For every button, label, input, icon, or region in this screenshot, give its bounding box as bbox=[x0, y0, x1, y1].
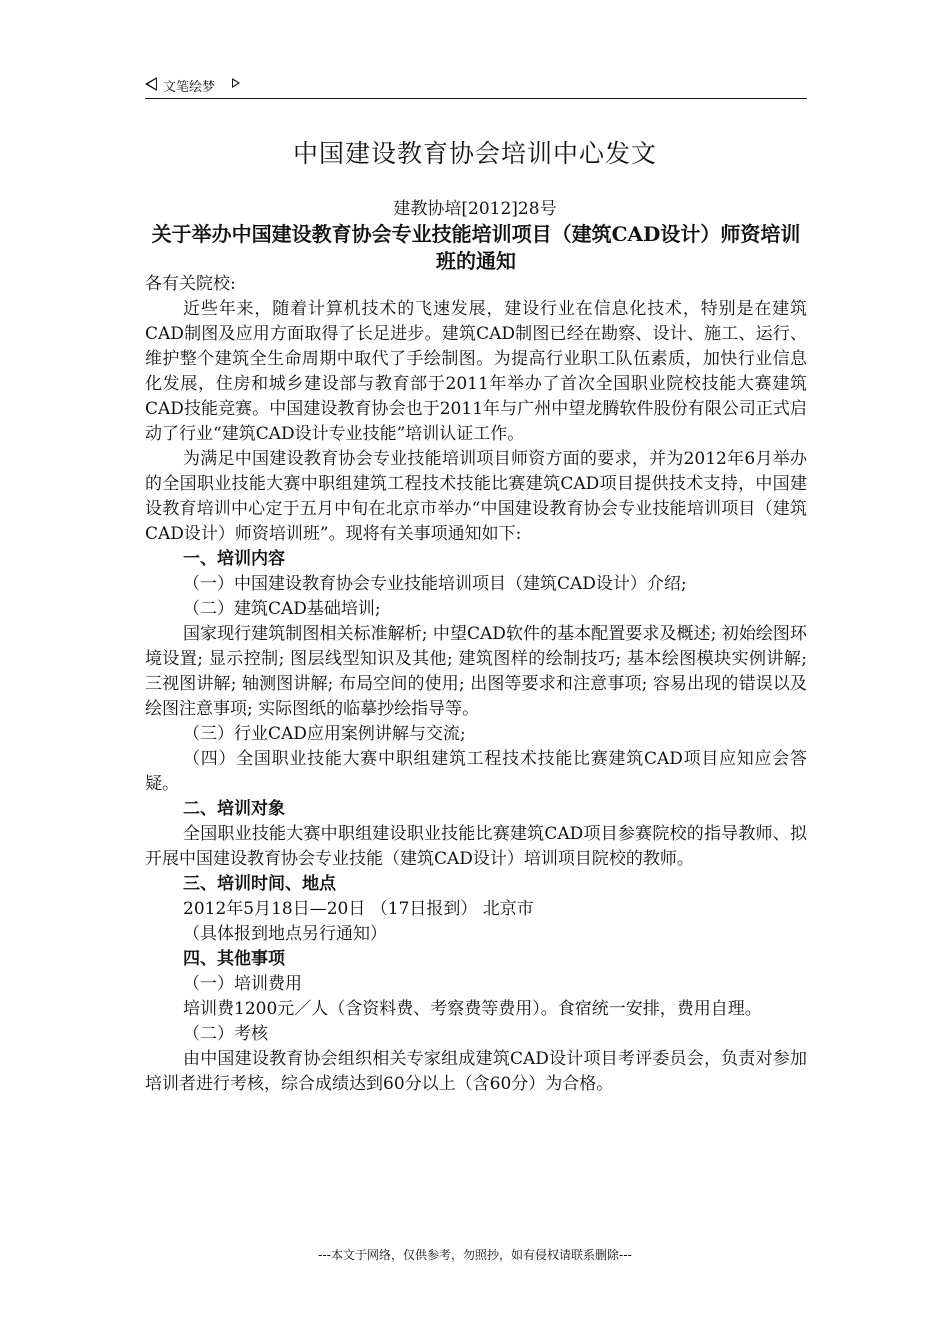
header-brand: 文笔绘梦 bbox=[163, 80, 216, 95]
content-item-4: （四）全国职业技能大赛中职组建筑工程技术技能比赛建筑CAD项目应知应会答疑。 bbox=[145, 749, 807, 794]
document-body bbox=[145, 272, 807, 1097]
content-item-3: （三）行业CAD应用案例讲解与交流; bbox=[183, 724, 466, 744]
registration-note: （具体报到地点另行通知） bbox=[183, 924, 387, 944]
content-item-2-detail: 国家现行建筑制图相关标准解析; 中望CAD软件的基本配置要求及概述; 初始绘图环境设置; 显示控制; 图层线型知识及其他; 建筑图样的绘制技巧; 基本绘图模块实例讲解; 三视图讲解; 轴测图讲解; 布局空间的使用; 出图等要求和注意事项; 容易出现的错误以及绘图注意事项; 实际图纸的临摹抄绘指导等。 bbox=[145, 624, 807, 719]
content-item-2: （二）建筑CAD基础培训; bbox=[183, 599, 381, 619]
salutation: 各有关院校: bbox=[145, 274, 236, 294]
section-heading-audience: 二、培训对象 bbox=[183, 799, 285, 819]
audience-text: 全国职业技能大赛中职组建设职业技能比赛建筑CAD项目参赛院校的指导教师、拟开展中国建设教育协会专业技能（建筑CAD设计）培训项目院校的教师。 bbox=[145, 824, 807, 869]
notice-title: 关于举办中国建设教育协会专业技能培训项目（建筑CAD设计）师资培训班的通知 bbox=[151, 222, 801, 273]
section-heading-content: 一、培训内容 bbox=[183, 549, 285, 569]
fee-subheading: （一）培训费用 bbox=[183, 974, 302, 994]
section-heading-time-place: 三、培训时间、地点 bbox=[183, 874, 336, 894]
content-item-1: （一）中国建设教育协会专业技能培训项目（建筑CAD设计）介绍; bbox=[183, 574, 687, 594]
triangle-left-icon bbox=[145, 77, 157, 91]
exam-subheading: （二）考核 bbox=[183, 1024, 268, 1044]
fee-text: 培训费1200元／人（含资料费、考察费等费用）。食宿统一安排，费用自理。 bbox=[183, 999, 762, 1019]
time-place-text: 2012年5月18日—20日 （17日报到） 北京市 bbox=[183, 899, 534, 919]
doc-number: 建教协培[2012]28号 bbox=[393, 199, 557, 219]
paragraph-intro: 近些年来，随着计算机技术的飞速发展，建设行业在信息化技术，特别是在建筑CAD制图及应用方面取得了长足进步。建筑CAD制图已经在勘察、设计、施工、运行、维护整个建筑全生命周期中取代了手绘制图。为提高行业职工队伍素质，加快行业信息化发展，住房和城乡建设部与教育部于2011年举办了首次全国职业院校技能大赛建筑CAD技能竞赛。中国建设教育协会也于2011年与广州中望龙腾软件股份有限公司正式启动了行业“建筑CAD设计专业技能”培训认证工作。 bbox=[145, 299, 807, 444]
paragraph-purpose: 为满足中国建设教育协会专业技能培训项目师资方面的要求，并为2012年6月举办的全国职业技能大赛中职组建筑工程技术技能比赛建筑CAD项目提供技术支持，中国建设教育培训中心定于五月中旬在北京市举办“中国建设教育协会专业技能培训项目（建筑CAD设计）师资培训班”。现将有关事项通知如下: bbox=[145, 449, 807, 544]
exam-text: 由中国建设教育协会组织相关专家组成建筑CAD设计项目考评委员会，负责对参加培训者进行考核，综合成绩达到60分以上（含60分）为合格。 bbox=[145, 1049, 807, 1094]
triangle-right-icon bbox=[232, 78, 240, 88]
org-title: 中国建设教育协会培训中心发文 bbox=[292, 139, 657, 168]
page-footer: ---本文于网络，仅供参考，勿照抄，如有侵权请联系删除--- bbox=[318, 1248, 632, 1262]
section-heading-other: 四、其他事项 bbox=[183, 949, 285, 969]
page-header bbox=[145, 74, 807, 99]
